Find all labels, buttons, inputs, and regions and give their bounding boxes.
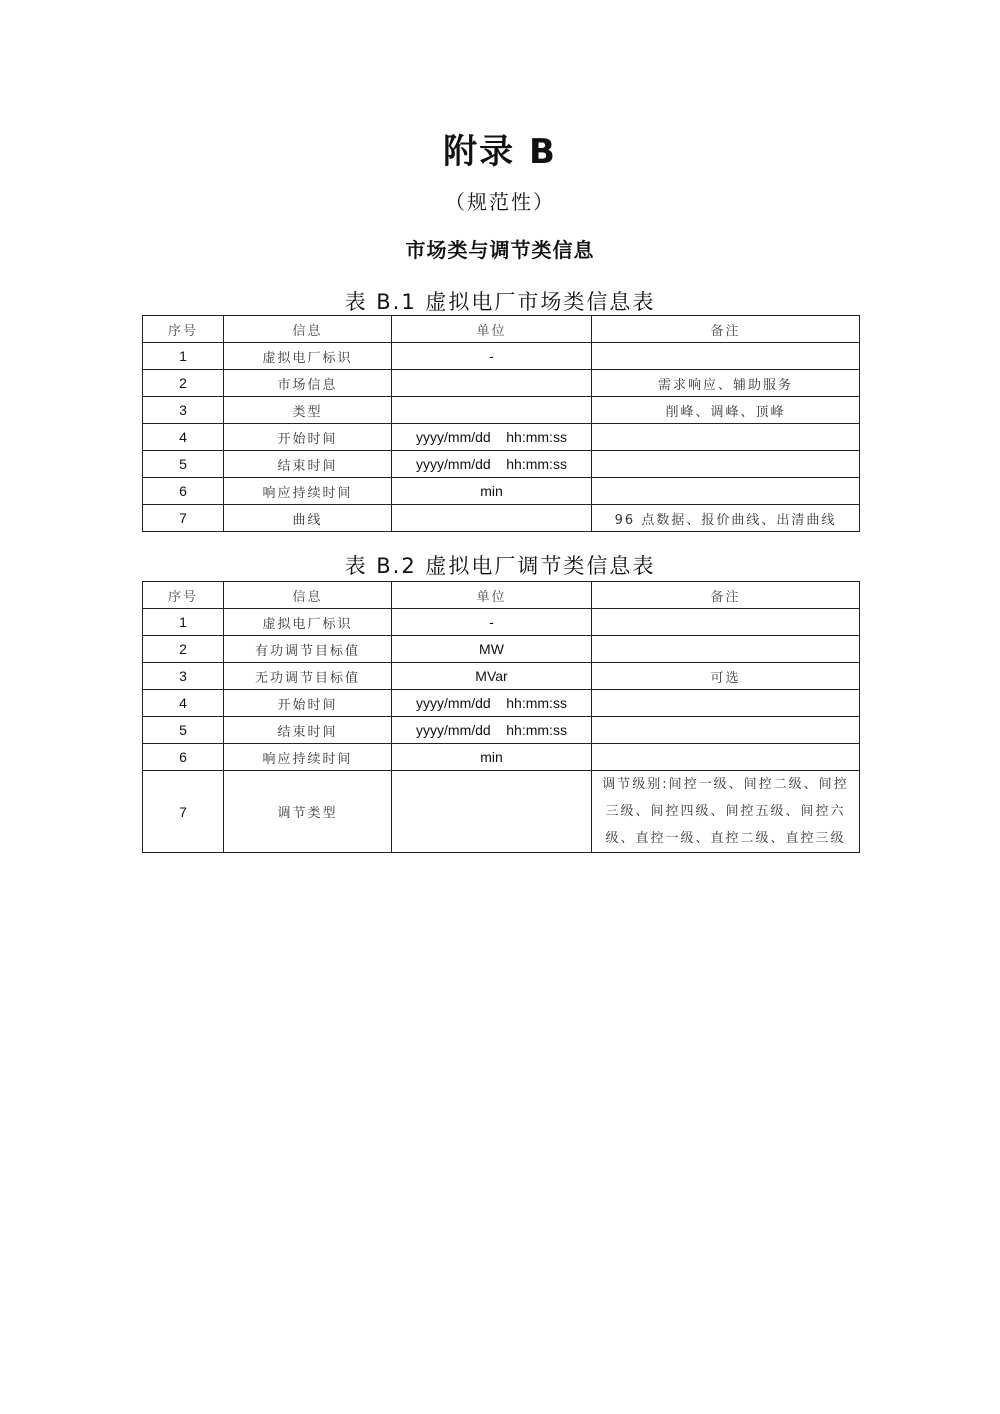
cell-index: 3 [143,663,224,690]
header-unit: 单位 [392,582,592,609]
cell-info: 开始时间 [224,690,392,717]
cell-remark [592,636,860,663]
page-subtitle: （规范性） [445,190,555,214]
table2-caption: 表 B.2 虚拟电厂调节类信息表 [344,554,656,578]
cell-unit [392,370,592,397]
cell-index: 1 [143,343,224,370]
cell-info: 结束时间 [224,717,392,744]
header-index: 序号 [143,582,224,609]
cell-unit: - [392,609,592,636]
table-row [143,397,860,424]
cell-index: 4 [143,424,224,451]
cell-remark [592,717,860,744]
cell-info: 响应持续时间 [224,744,392,771]
cell-unit: - [392,343,592,370]
cell-index: 6 [143,478,224,505]
cell-index: 4 [143,690,224,717]
cell-index: 3 [143,397,224,424]
market-info-table [142,315,860,532]
cell-info: 开始时间 [224,424,392,451]
table-header-row [143,316,860,343]
table-row [143,609,860,636]
cell-index: 2 [143,636,224,663]
header-info: 信息 [224,582,392,609]
cell-index: 5 [143,451,224,478]
cell-remark [592,609,860,636]
header-remark: 备注 [592,316,860,343]
header-index: 序号 [143,316,224,343]
cell-remark: 削峰、调峰、顶峰 [592,397,860,424]
cell-index: 1 [143,609,224,636]
regulation-info-table [142,581,860,853]
cell-index: 7 [143,771,224,853]
cell-remark: 调节级别:间控一级、间控二级、间控三级、间控四级、间控五级、间控六级、直控一级、直控二级、直控三级 [592,771,860,853]
cell-unit [392,397,592,424]
table-header-row [143,582,860,609]
table-row [143,451,860,478]
table-row [143,505,860,532]
cell-remark [592,690,860,717]
cell-remark [592,424,860,451]
cell-index: 2 [143,370,224,397]
cell-unit: MW [392,636,592,663]
cell-info: 结束时间 [224,451,392,478]
header-unit: 单位 [392,316,592,343]
table-row [143,771,860,853]
table-row [143,663,860,690]
cell-info: 曲线 [224,505,392,532]
cell-unit: min [392,744,592,771]
cell-remark: 需求响应、辅助服务 [592,370,860,397]
header-remark: 备注 [592,582,860,609]
cell-unit: yyyy/mm/dd hh:mm:ss [392,424,592,451]
cell-remark [592,744,860,771]
cell-index: 7 [143,505,224,532]
table-row [143,478,860,505]
page-title: 附录 B [443,132,557,172]
cell-unit: min [392,478,592,505]
table-row [143,744,860,771]
table-row [143,424,860,451]
cell-unit: MVar [392,663,592,690]
table-row [143,717,860,744]
cell-info: 类型 [224,397,392,424]
cell-remark: 可选 [592,663,860,690]
cell-remark [592,478,860,505]
table-row [143,343,860,370]
cell-info: 虚拟电厂标识 [224,343,392,370]
cell-remark: 96 点数据、报价曲线、出清曲线 [592,505,860,532]
cell-info: 虚拟电厂标识 [224,609,392,636]
section-title: 市场类与调节类信息 [405,238,595,262]
cell-remark [592,343,860,370]
cell-index: 6 [143,744,224,771]
table1-caption: 表 B.1 虚拟电厂市场类信息表 [344,290,656,314]
cell-info: 有功调节目标值 [224,636,392,663]
cell-unit: yyyy/mm/dd hh:mm:ss [392,451,592,478]
table-row [143,636,860,663]
cell-index: 5 [143,717,224,744]
table-row [143,370,860,397]
cell-remark [592,451,860,478]
cell-info: 响应持续时间 [224,478,392,505]
header-info: 信息 [224,316,392,343]
table-row [143,690,860,717]
cell-unit [392,771,592,853]
cell-info: 无功调节目标值 [224,663,392,690]
cell-unit: yyyy/mm/dd hh:mm:ss [392,690,592,717]
cell-unit [392,505,592,532]
cell-info: 调节类型 [224,771,392,853]
cell-unit: yyyy/mm/dd hh:mm:ss [392,717,592,744]
cell-info: 市场信息 [224,370,392,397]
